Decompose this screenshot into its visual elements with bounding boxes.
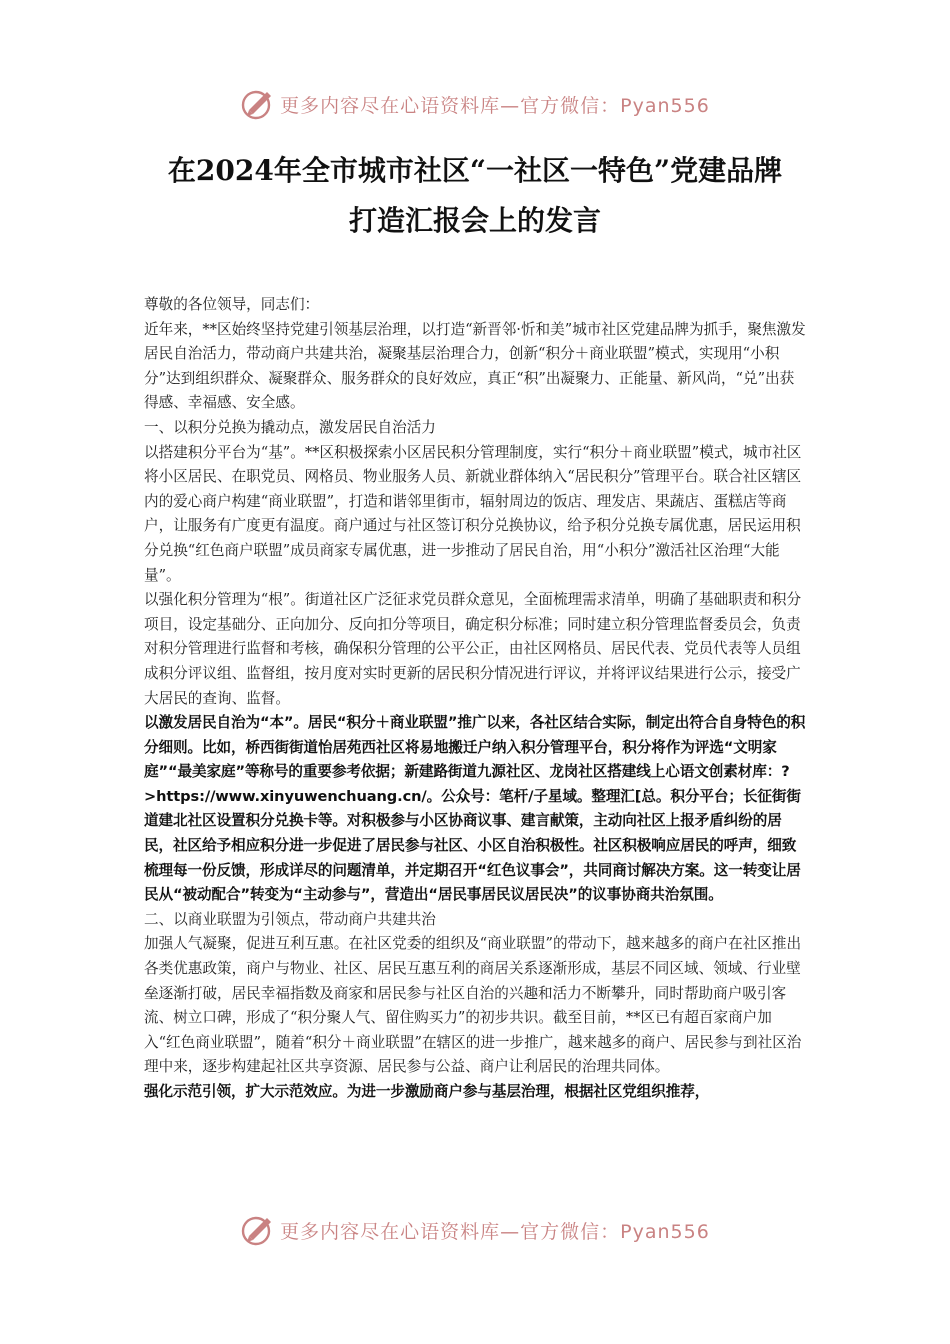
paragraph-platform: 以搭建积分平台为“基”。**区积极探索小区居民积分管理制度，实行“积分＋商业联盟”模式，城市社区将小区居民、在职党员、网格员、物业服务人员、新就业群体纳入“居民积分”管理平台。联合社区辖区内的爱心商户构建“商业联盟”，打造和谐邻里街市，辐射周边的饭店、理发店、果蔬店、蛋糕店等商户，让服务有广度更有温度。商户通过与社区签订积分兑换协议，给予积分兑换专属优惠，居民运用积分兑换“红色商户联盟”成员商家专属优惠，进一步推动了居民自治，用“小积分”激活社区治理“大能量”。 — [144, 443, 802, 584]
title-line-2: 打造汇报会上的发言 — [348, 204, 601, 237]
banner-text: 更多内容尽在心语资料库—官方微信：Pyan556 — [280, 1220, 710, 1243]
intro-paragraph: 近年来，**区始终坚持党建引领基层治理，以打造“新晋邻·忻和美”城市社区党建品牌为抓手，聚焦激发居民自治活力，带动商户共建共治，凝聚基层治理合力，创新“积分＋商业联盟”模式，实现用“小积分”达到组织群众、凝聚群众、服务群众的良好效应，真正“积”出凝聚力、正能量、新风尚，“兑”出获得感、幸福感、安全感。 — [144, 320, 806, 412]
paragraph-popularity: 加强人气凝聚，促进互利互惠。在社区党委的组织及“商业联盟”的带动下，越来越多的商户在社区推出各类优惠政策，商户与物业、社区、居民互惠互利的商居关系逐渐形成，基层不同区域、领域、行业壁垒逐渐打破，居民幸福指数及商家和居民参与社区自治的兴趣和活力不断攀升，同时帮助商户吸引客流、树立口碑，形成了“积分聚人气、留住购买力”的初步共识。截至目前，**区已有超百家商户加入“红色商业联盟”，随着“积分＋商业联盟”在辖区的进一步推广，越来越多的商户、居民参与到社区治理中来，逐步构建起社区共享资源、居民参与公益、商户让利居民的治理共同体。 — [144, 935, 802, 1076]
pen-logo-icon — [240, 1212, 276, 1248]
document-body — [144, 293, 808, 1105]
header-banner — [0, 84, 950, 124]
banner-text: 更多内容尽在心语资料库—官方微信：Pyan556 — [280, 94, 710, 117]
footer-banner — [0, 1210, 950, 1250]
section-heading-2: 二、以商业联盟为引领点，带动商户共建共治 — [144, 910, 436, 928]
paragraph-management: 以强化积分管理为“根”。街道社区广泛征求党员群众意见，全面梳理需求清单，明确了基础职责和积分项目，设定基础分、正向加分、反向扣分等项目，确定积分标准；同时建立积分管理监督委员会，负责对积分管理进行监督和考核，确保积分管理的公平公正，由社区网格员、居民代表、党员代表等人员组成积分评议组、监督组，按月度对实时更新的居民积分情况进行评议，并将评议结果进行公示，接受广大居民的查询、监督。 — [144, 591, 802, 707]
page-title — [100, 146, 850, 246]
title-line-1: 在2024年全市城市社区“一社区一特色”党建品牌 — [167, 154, 783, 187]
salutation: 尊敬的各位领导，同志们： — [144, 296, 320, 313]
pen-logo-icon — [240, 86, 276, 122]
paragraph-demonstration: 强化示范引领，扩大示范效应。为进一步激励商户参与基层治理，根据社区党组织推荐， — [144, 1083, 710, 1100]
section-heading-1: 一、以积分兑换为撬动点，激发居民自治活力 — [144, 418, 436, 436]
paragraph-self-governance: 以激发居民自治为“本”。居民“积分＋商业联盟”推广以来，各社区结合实际，制定出符合自身特色的积分细则。比如，桥西街街道怡居苑西社区将易地搬迁户纳入积分管理平台，积分将作为评选“文明家庭”“最美家庭”等称号的重要参考依据；新建路街道九源社区、龙岗社区搭建线上心语文创素材库：?>https://www.xinyuwenchuang.cn/。公众号：笔杆/子星域。整理汇[总。积分平台；长征街街道建北社区设置积分兑换卡等。对积极参与小区协商议事、建言献策，主动向社区上报矛盾纠纷的居民，社区给予相应积分进一步促进了居民参与社区、小区自治积极性。社区积极响应居民的呼声，细致梳理每一份反馈，形成详尽的问题清单，并定期召开“红色议事会”，共同商讨解决方案。这一转变让居民从“被动配合”转变为“主动参与”，营造出“居民事居民议居民决”的议事协商共治氛围。 — [144, 714, 806, 904]
